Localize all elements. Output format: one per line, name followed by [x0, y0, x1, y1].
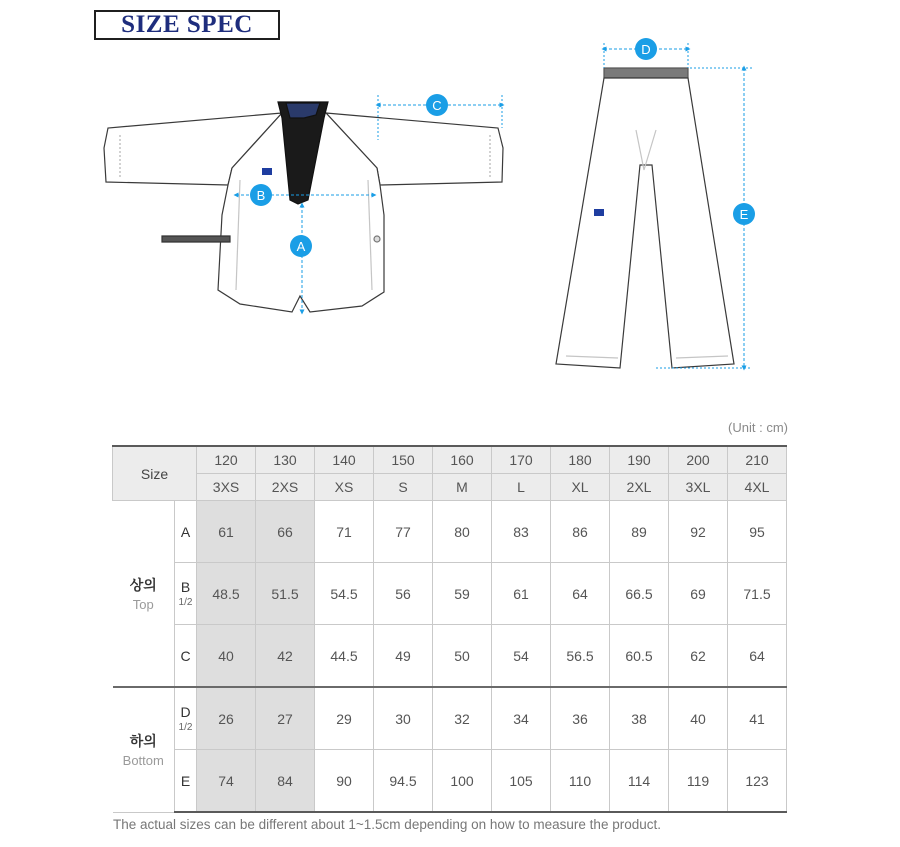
table-row-a: [113, 501, 787, 563]
table-cell: 40: [669, 687, 728, 750]
table-cell: 110: [551, 750, 610, 813]
size-number-row: [113, 446, 787, 474]
size-code: 3XS: [197, 474, 256, 501]
table-cell: 59: [433, 563, 492, 625]
table-cell: 95: [728, 501, 787, 563]
table-cell: 44.5: [315, 625, 374, 688]
size-number: 160: [433, 446, 492, 474]
size-number: 190: [610, 446, 669, 474]
table-cell: 74: [197, 750, 256, 813]
size-code: XL: [551, 474, 610, 501]
table-cell: 48.5: [197, 563, 256, 625]
table-cell: 30: [374, 687, 433, 750]
table-cell: 119: [669, 750, 728, 813]
callout-b: [250, 184, 272, 206]
table-cell: 56.5: [551, 625, 610, 688]
size-code: 2XS: [256, 474, 315, 501]
table-cell: 27: [256, 687, 315, 750]
table-cell: 80: [433, 501, 492, 563]
callout-d: [635, 38, 657, 60]
size-number: 150: [374, 446, 433, 474]
table-cell: 66: [256, 501, 315, 563]
pants-drawing: [556, 68, 734, 368]
size-number: 140: [315, 446, 374, 474]
table-cell: 61: [197, 501, 256, 563]
table-cell: 54: [492, 625, 551, 688]
table-cell: 100: [433, 750, 492, 813]
table-cell: 34: [492, 687, 551, 750]
svg-text:D: D: [641, 42, 651, 57]
svg-text:A: A: [296, 239, 306, 254]
table-cell: 56: [374, 563, 433, 625]
table-cell: 64: [728, 625, 787, 688]
size-number: 200: [669, 446, 728, 474]
size-number: 210: [728, 446, 787, 474]
table-cell: 71: [315, 501, 374, 563]
table-cell: 40: [197, 625, 256, 688]
size-number: 130: [256, 446, 315, 474]
size-code: M: [433, 474, 492, 501]
size-header: Size: [113, 446, 197, 501]
row-label-a: A: [175, 501, 197, 563]
table-cell: 89: [610, 501, 669, 563]
table-cell: 61: [492, 563, 551, 625]
table-cell: 114: [610, 750, 669, 813]
table-cell: 29: [315, 687, 374, 750]
table-cell: 51.5: [256, 563, 315, 625]
group-top-en: Top: [132, 597, 154, 612]
table-cell: 54.5: [315, 563, 374, 625]
table-cell: 94.5: [374, 750, 433, 813]
group-bottom: [113, 687, 175, 812]
unit-label: (Unit : cm): [728, 420, 788, 435]
callout-c: [426, 94, 448, 116]
svg-text:B: B: [256, 188, 266, 203]
table-cell: 86: [551, 501, 610, 563]
size-number: 120: [197, 446, 256, 474]
row-label-c: C: [175, 625, 197, 688]
table-cell: 66.5: [610, 563, 669, 625]
group-top: [113, 501, 175, 688]
size-code: 4XL: [728, 474, 787, 501]
group-bottom-en: Bottom: [122, 753, 164, 769]
table-cell: 77: [374, 501, 433, 563]
table-cell: 83: [492, 501, 551, 563]
table-cell: 26: [197, 687, 256, 750]
size-code-row: [113, 474, 787, 501]
table-row-c: [113, 625, 787, 688]
table-cell: 49: [374, 625, 433, 688]
table-cell: 42: [256, 625, 315, 688]
table-cell: 69: [669, 563, 728, 625]
svg-text:C: C: [432, 98, 442, 113]
size-number: 180: [551, 446, 610, 474]
size-code: S: [374, 474, 433, 501]
table-cell: 90: [315, 750, 374, 813]
row-label-e: E: [175, 750, 197, 813]
table-cell: 123: [728, 750, 787, 813]
size-spec-table: [112, 445, 787, 813]
table-cell: 32: [433, 687, 492, 750]
callout-e: [733, 203, 755, 225]
table-cell: 38: [610, 687, 669, 750]
table-cell: 50: [433, 625, 492, 688]
table-cell: 84: [256, 750, 315, 813]
row-label-d: D 1/2: [175, 687, 197, 750]
jacket-drawing: [104, 102, 503, 312]
table-row-b: [113, 563, 787, 625]
size-number: 170: [492, 446, 551, 474]
group-top-ko: 상의: [129, 577, 157, 593]
table-cell: 71.5: [728, 563, 787, 625]
size-code: 3XL: [669, 474, 728, 501]
table-cell: 62: [669, 625, 728, 688]
size-code: XS: [315, 474, 374, 501]
page-title: SIZE SPEC: [94, 10, 280, 40]
size-code: 2XL: [610, 474, 669, 501]
measurement-footnote: The actual sizes can be different about 1~1.5cm depending on how to measure the product.: [113, 817, 661, 832]
group-bottom-ko: 하의: [129, 733, 157, 750]
table-cell: 92: [669, 501, 728, 563]
table-row-d: [113, 687, 787, 750]
svg-text:E: E: [739, 207, 749, 222]
table-cell: 105: [492, 750, 551, 813]
table-row-e: [113, 750, 787, 813]
uniform-illustration: [0, 0, 900, 400]
table-cell: 36: [551, 687, 610, 750]
table-cell: 64: [551, 563, 610, 625]
row-label-b: B 1/2: [175, 563, 197, 625]
table-cell: 60.5: [610, 625, 669, 688]
callout-a: [290, 235, 312, 257]
size-code: L: [492, 474, 551, 501]
table-cell: 41: [728, 687, 787, 750]
